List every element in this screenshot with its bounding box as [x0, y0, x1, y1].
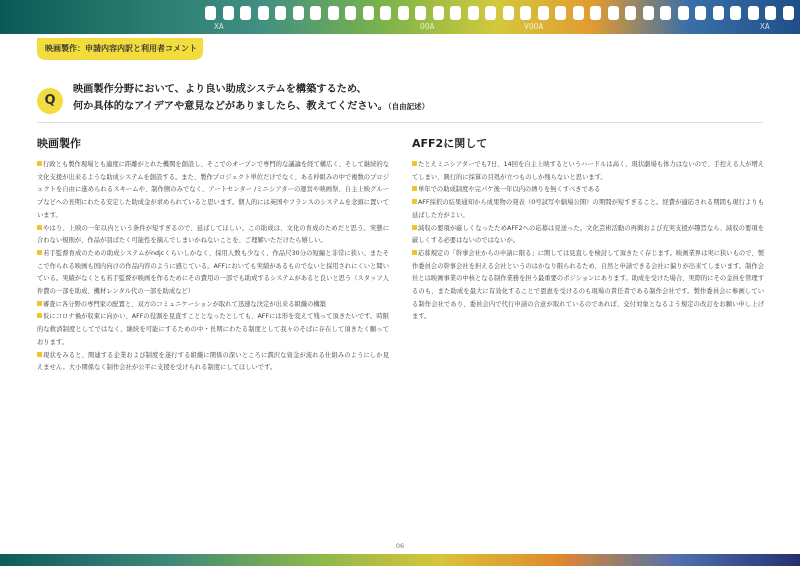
film-perforation	[363, 6, 374, 20]
comment-text: 若手監督育成のための助成システムがndjcくらいしかなく、採用人数も少なく、作品尺30分の短編と非常に狭い。またそこで作られる映画も国内向けの作品内容のように感じている。AFFにおいても実績があるものでないと採用されにくいと聞いている。実績がなくとも若手監督が映画を作るためにその費用の一部でも助成するシステムがあると良いと思う（スタッフ人件費の一部を助成、機材レンタル代の一部を助成など）	[37, 249, 389, 296]
bullet-square-icon	[412, 199, 417, 204]
film-perforation	[538, 6, 549, 20]
film-perforation	[555, 6, 566, 20]
comment-item	[37, 311, 389, 349]
bullet-square-icon	[412, 186, 417, 191]
comment-text: AFF採択の結果通知から成果物の発表（0号試写や劇場公開）の期間が短すぎること。経費が適応される期間も現行よりも延ばした方がよい。	[412, 199, 764, 219]
film-perforation	[468, 6, 479, 20]
question-text	[73, 81, 553, 115]
film-perforation	[293, 6, 304, 20]
film-perforation	[678, 6, 689, 20]
film-perforation	[783, 6, 794, 20]
film-strip-header	[0, 0, 800, 34]
film-perforation	[660, 6, 671, 20]
comment-text: 仮にコロナ禍が収束に向かい、AFFの役割を見直すこととなったとしても、AFFには形を変えて残って頂きたいです。時限的な救済制度としてではなく、継続を可能にするための中・長期にわたる制度として我々のそばに存在して頂きたく願っております。	[37, 313, 389, 346]
bullet-square-icon	[412, 225, 417, 230]
right-comment-list	[412, 159, 764, 324]
comment-text: たとえミニシアターでも7日、14回を自主上映するというハードルは高く、現状劇場も体力はないので、手控える人が増えてしまい、興行的に採算の目処が立つものしか残らないと思います。	[412, 161, 764, 181]
film-perforation	[730, 6, 741, 20]
comment-text: 減収の要項が厳しくなったためAFF2への応募は見送った。文化芸術活動の再興および充実支援が趣旨なら、減収の要項を厳しくする必要はないのではないか。	[412, 224, 764, 245]
comment-item	[37, 299, 389, 312]
comment-text: やはり、上映の一年以内という条件が短すぎるので、延ばしてほしい。この助成は、文化の育成のためだと思う。実態に合わない規則が、作品が羽ばたく可能性を摘んでしまいかねないことを、ご理解いただけたら嬉しい。	[37, 224, 389, 245]
left-heading: 映画製作	[37, 137, 81, 150]
film-perforation	[275, 6, 286, 20]
comment-item	[412, 223, 764, 248]
film-perforation	[258, 6, 269, 20]
page-number: 06	[395, 542, 405, 550]
question-note: （自由記述）	[387, 102, 430, 111]
film-perforation	[415, 6, 426, 20]
film-perforation	[433, 6, 444, 20]
comment-text: 審査に各分野の専門家の配置と、双方のコミュニケーションが取れて迅速な決定が出来る組織の構築	[43, 300, 326, 308]
film-perforation	[643, 6, 654, 20]
film-perforation	[608, 6, 619, 20]
frame-label: XA	[760, 22, 770, 31]
film-perforation	[310, 6, 321, 20]
question-badge: Q	[37, 88, 63, 114]
comment-item	[412, 184, 764, 197]
left-column	[37, 137, 389, 375]
comment-item	[37, 350, 389, 375]
film-perforation	[765, 6, 776, 20]
film-perforation	[713, 6, 724, 20]
comment-item	[37, 223, 389, 248]
film-perforation	[590, 6, 601, 20]
film-perforation	[503, 6, 514, 20]
comment-text: 応募規定の「幹事会社からの申請に限る」に関しては見直しを検討して頂きたく存じます。映画業界は実に狭いもので、製作委員会の幹事会社を担える会社というのはかなり限られるため、自然と申請できる会社に偏りが出来てしまいます。制作会社とは映画事業の中核となる制作業務を担う最重要のポジションにあります。助成を受けた場合、実際的にその金員を管理するのも、また助成を最大に有効化することで恩恵を受けるのも現場の責任者である制作会社です。製作委員会に参画している制作会社であり、委員会内で代行申請の合意が取れているのであれば、交付対象となるよう規定の改訂をお願い申し上げます。	[412, 249, 765, 321]
right-column	[412, 137, 764, 324]
bullet-square-icon	[37, 352, 42, 357]
film-perforation	[520, 6, 531, 20]
question-line-1: 映画製作分野において、より良い助成システムを構築するため、	[73, 84, 367, 95]
comment-item	[37, 159, 389, 223]
question-line-2-text: 何か具体的なアイデアや意見などがありましたら、教えてください。	[73, 101, 388, 112]
bottom-gradient-strip	[0, 554, 800, 566]
film-perforation	[328, 6, 339, 20]
bullet-square-icon	[37, 301, 42, 306]
bullet-square-icon	[37, 161, 42, 166]
comment-item	[37, 248, 389, 299]
bullet-square-icon	[37, 313, 42, 318]
film-perforation	[380, 6, 391, 20]
right-heading: AFF2に関して	[412, 137, 488, 150]
film-perforation	[345, 6, 356, 20]
section-tab: 映画製作：申請内容内訳と利用者コメント	[37, 38, 203, 60]
frame-label: XA	[214, 22, 224, 31]
frame-label: VOOA	[524, 22, 544, 31]
left-comment-list	[37, 159, 389, 375]
comment-text: 現状をみると、関連する企業および制度を遂行する組織に関係の深いところに潤沢な資金が流れる仕組みのようにしか見えません。大小関係なく制作会社が公平に支援を受けられる制度にしてほしいです。	[37, 351, 390, 372]
film-perforation	[748, 6, 759, 20]
film-perforation	[625, 6, 636, 20]
comment-item	[412, 248, 764, 324]
film-perforation	[240, 6, 251, 20]
comment-text: 単年での助成制度や完パケ後一年以内の縛りを無くすべきである	[418, 186, 601, 194]
film-perforation	[695, 6, 706, 20]
divider	[37, 122, 763, 123]
film-perforation	[573, 6, 584, 20]
film-perforation	[223, 6, 234, 20]
comment-text: 行政とも製作現場とも適度に距離がとれた機関を創設し、そこでのオープンで専門的な議論を経て構広く、そして継続的な文化支援が出来るような助成システムを創設する。また、製作プロジェクト単位だけでなく、ある枠組みの中で複数のプロジェクトを自由に進められるスキームや、制作側のみでなく、アートセンター /ミニシアターの運営や映画祭、自主上映グループなどへの長期にわたる安定した助成金が求められていると思います。個人的には英国やフランスのシステムを念頭に置いています。	[37, 161, 389, 219]
bullet-square-icon	[412, 250, 417, 255]
film-perforation	[485, 6, 496, 20]
bullet-square-icon	[37, 225, 42, 230]
film-perforation	[205, 6, 216, 20]
comment-item	[412, 197, 764, 222]
bullet-square-icon	[412, 161, 417, 166]
frame-label: OOA	[420, 22, 435, 31]
film-perforation	[450, 6, 461, 20]
comment-item	[412, 159, 764, 184]
film-perforations	[205, 6, 800, 20]
film-perforation	[398, 6, 409, 20]
question-line-2	[73, 98, 553, 115]
bullet-square-icon	[37, 250, 42, 255]
